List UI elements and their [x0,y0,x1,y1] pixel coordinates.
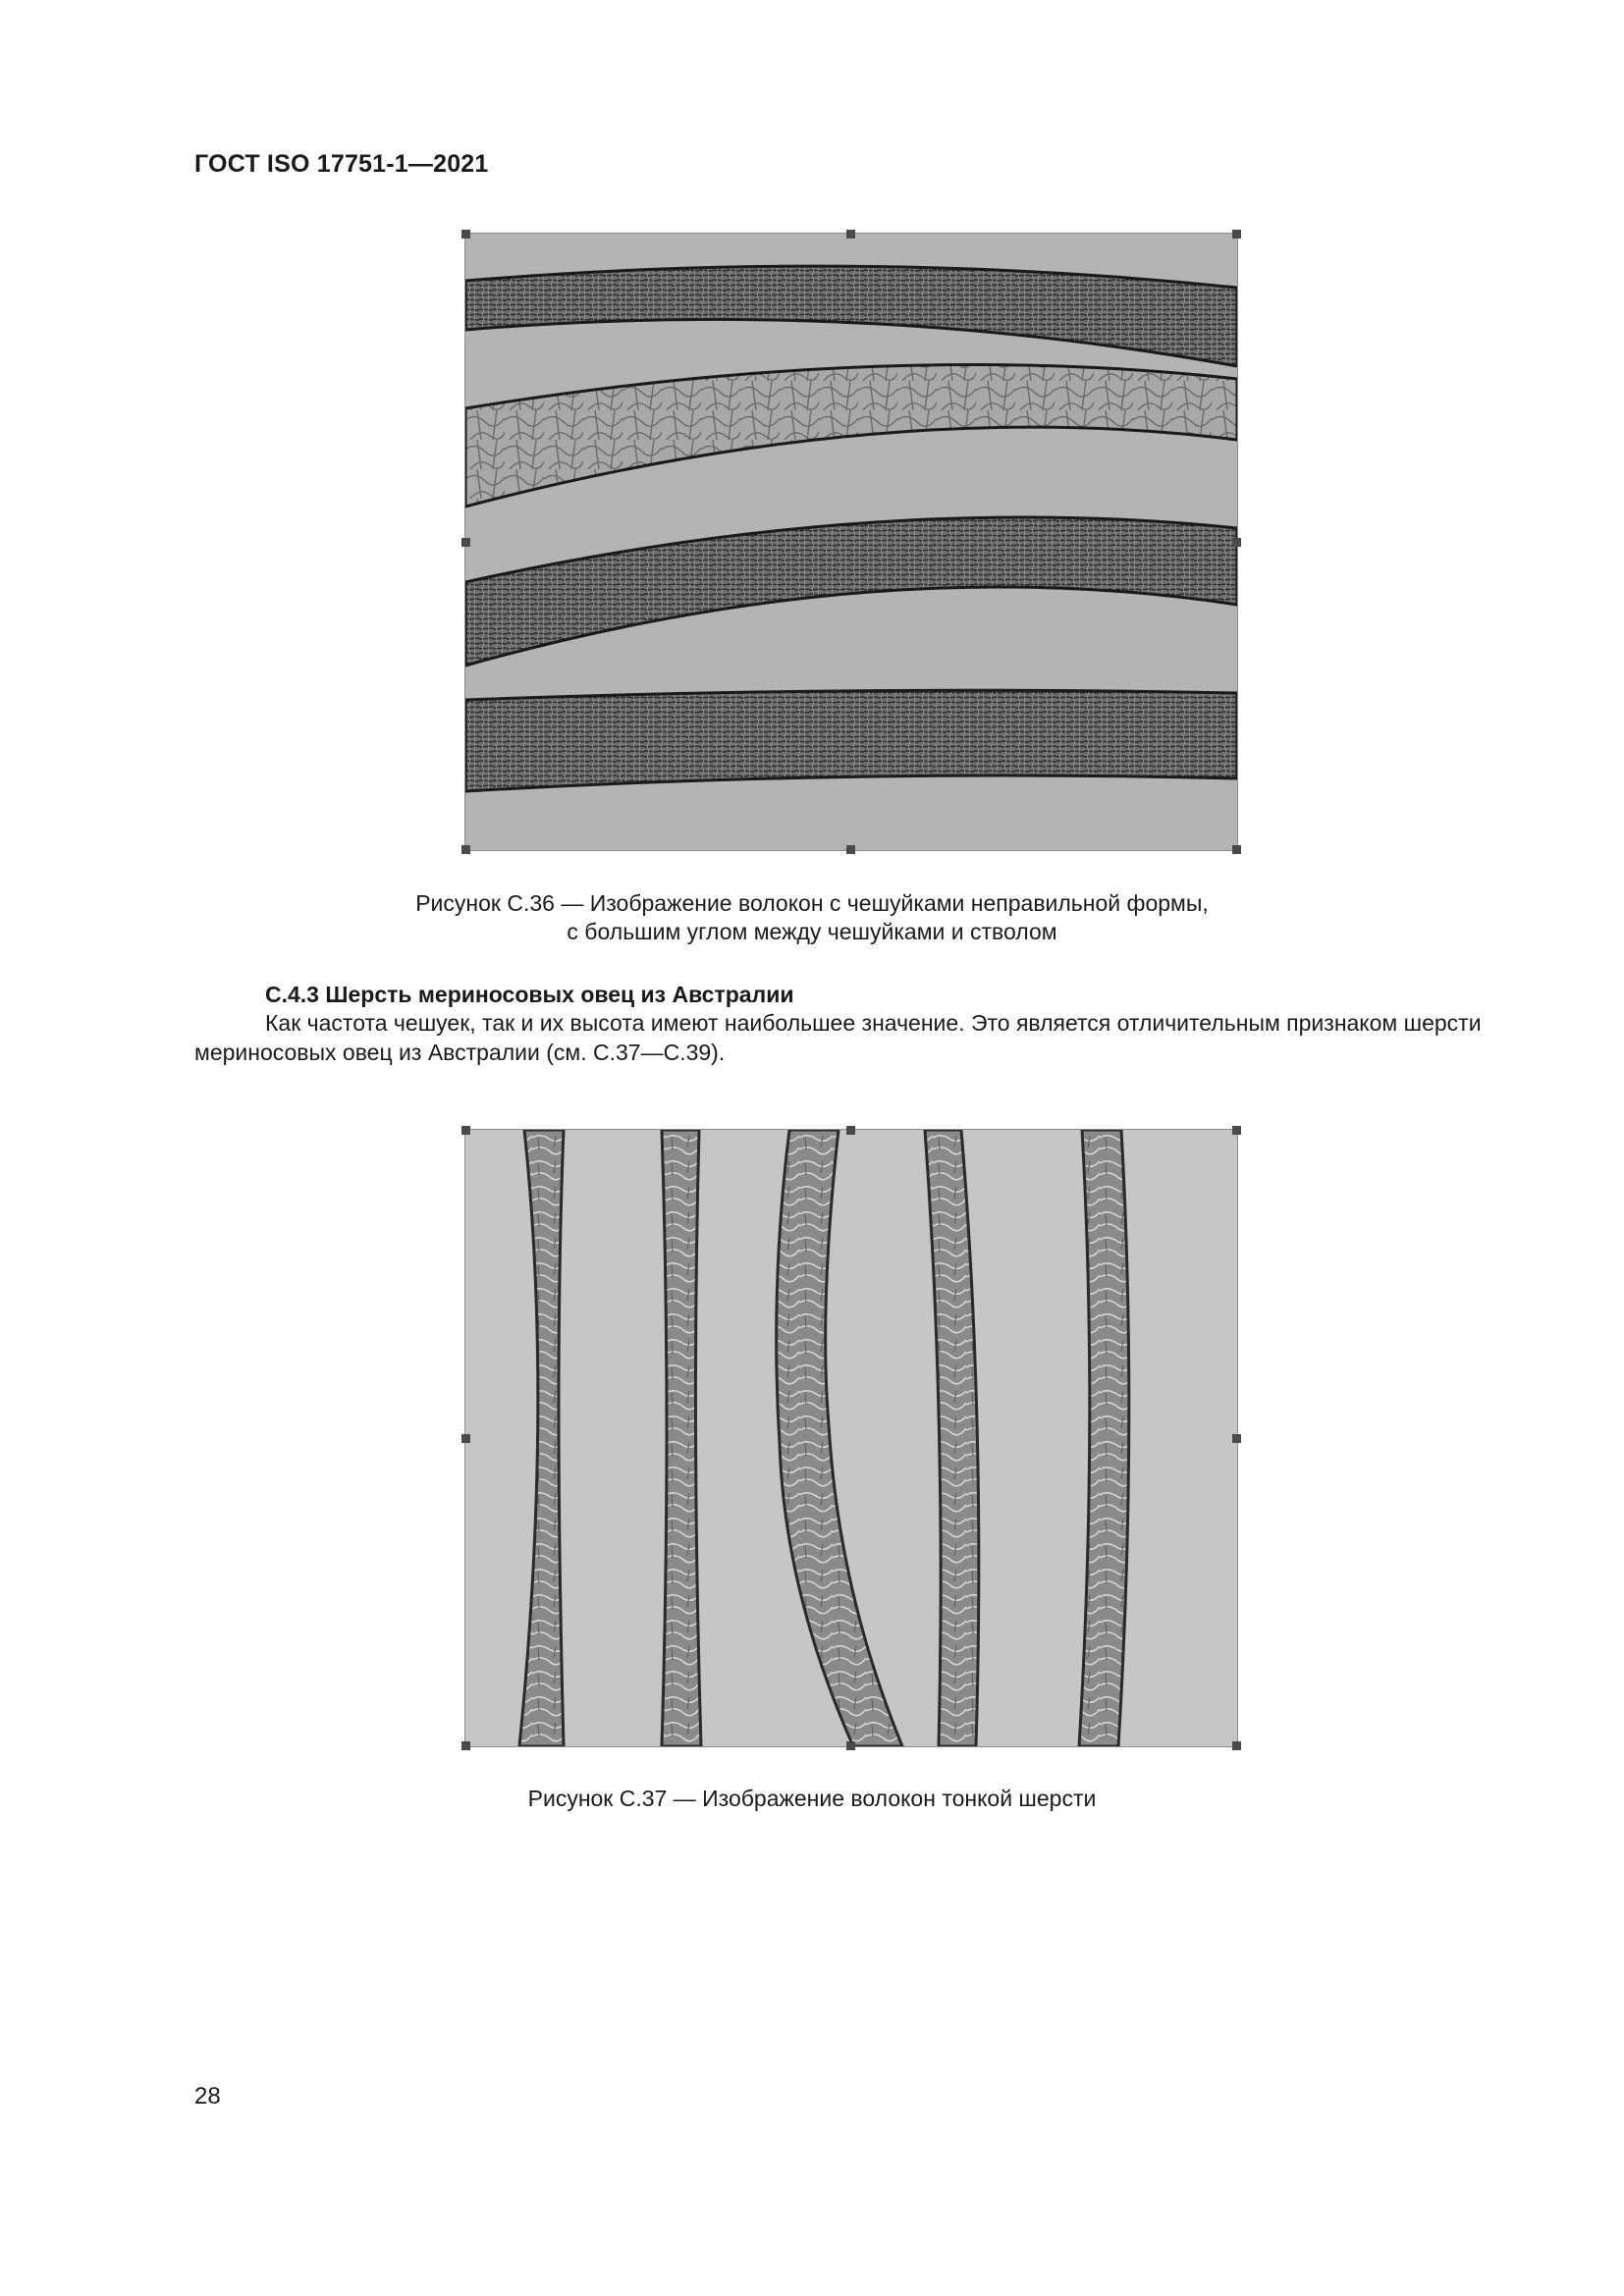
fibers-irregular-scales [465,234,1237,850]
figure-c37-caption: Рисунок С.37 — Изображение волокон тонкой шерсти [527,1786,1097,1811]
fibers-fine-wool [465,1130,1237,1746]
page-header: ГОСТ ISO 17751-1—2021 [194,150,489,178]
figure-c37-image [465,1130,1237,1746]
figure-c36-caption [0,889,1624,946]
figure-c36-image [465,234,1237,850]
caption-line-1: Рисунок С.36 — Изображение волокон с чешуйками неправильной формы, [415,890,1209,916]
caption-line-2: с большим углом между чешуйками и стволом [567,919,1057,944]
section-title: С.4.3 Шерсть мериносовых овец из Австралии [265,982,794,1007]
page-number: 28 [194,2083,221,2109]
section-paragraph: Как частота чешуек, так и их высота имеют наибольшее значение. Это является отличительным признаком шерсти мериносовых овец из Австралии (см. С.37—С.39). [194,1010,1482,1065]
